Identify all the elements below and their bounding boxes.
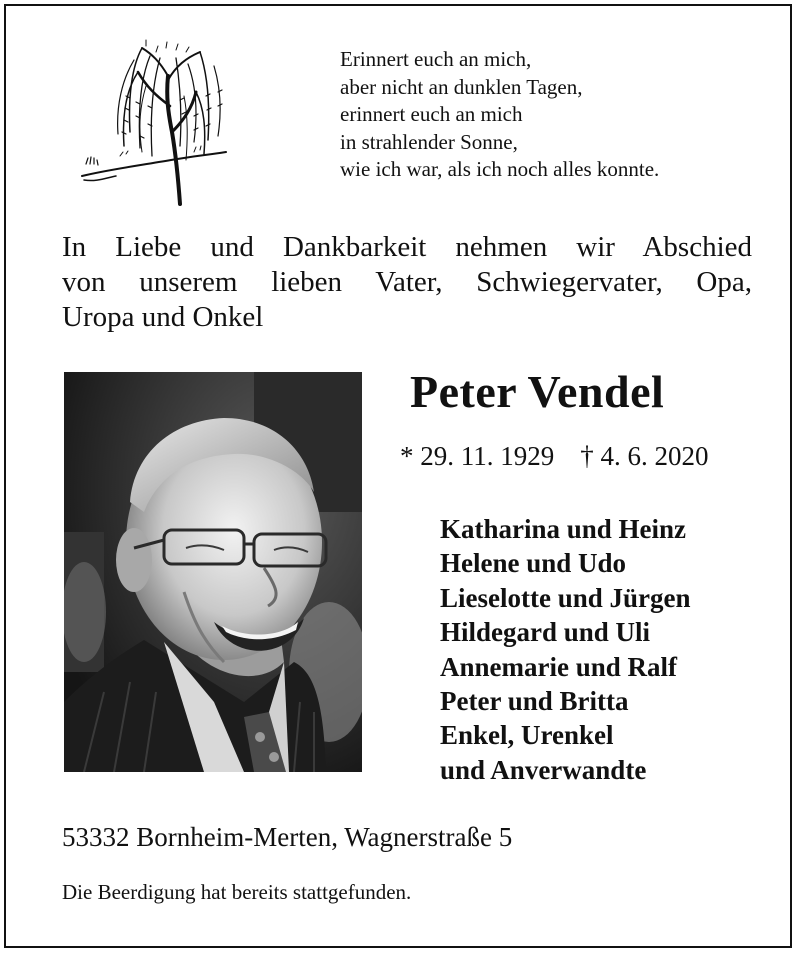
funeral-note: Die Beerdigung hat bereits stattgefunden. (62, 880, 412, 904)
poem-line: Erinnert euch an mich, (340, 47, 532, 71)
poem (340, 46, 780, 184)
mourners-list (440, 512, 780, 787)
poem-line: wie ich war, als ich noch alles konnte. (340, 157, 660, 181)
life-dates (400, 440, 760, 472)
intro-line: Uropa und Onkel (62, 301, 264, 333)
intro-text (62, 230, 752, 335)
mourner-line: Enkel, Urenkel (440, 720, 614, 751)
mourner-line: Katharina und Heinz (440, 514, 687, 544)
mourner-line: Peter und Britta (440, 686, 629, 717)
deceased-name: Peter Vendel (410, 366, 665, 417)
death-date: † 4. 6. 2020 (580, 441, 709, 471)
poem-line: erinnert euch an mich (340, 102, 523, 126)
intro-line: von unserem lieben Vater, Schwiegervater, Opa, (62, 266, 752, 298)
address: 53332 Bornheim-Merten, Wagnerstraße 5 (62, 822, 513, 852)
mourner-line: Annemarie und Ralf (440, 651, 678, 682)
portrait-photo (64, 372, 362, 772)
poem-line: in strahlender Sonne, (340, 129, 518, 154)
intro-line: In Liebe und Dankbarkeit nehmen wir Abschied (62, 231, 752, 263)
mourner-line: Helene und Udo (440, 548, 627, 579)
weeping-willow-icon (76, 36, 236, 208)
mourner-line: und Anverwandte (440, 754, 647, 785)
mourner-line: Hildegard und Uli (440, 617, 651, 648)
birth-date: * 29. 11. 1929 (400, 441, 555, 471)
mourner-line: Lieselotte und Jürgen (440, 582, 691, 613)
poem-line: aber nicht an dunklen Tagen, (340, 74, 583, 99)
